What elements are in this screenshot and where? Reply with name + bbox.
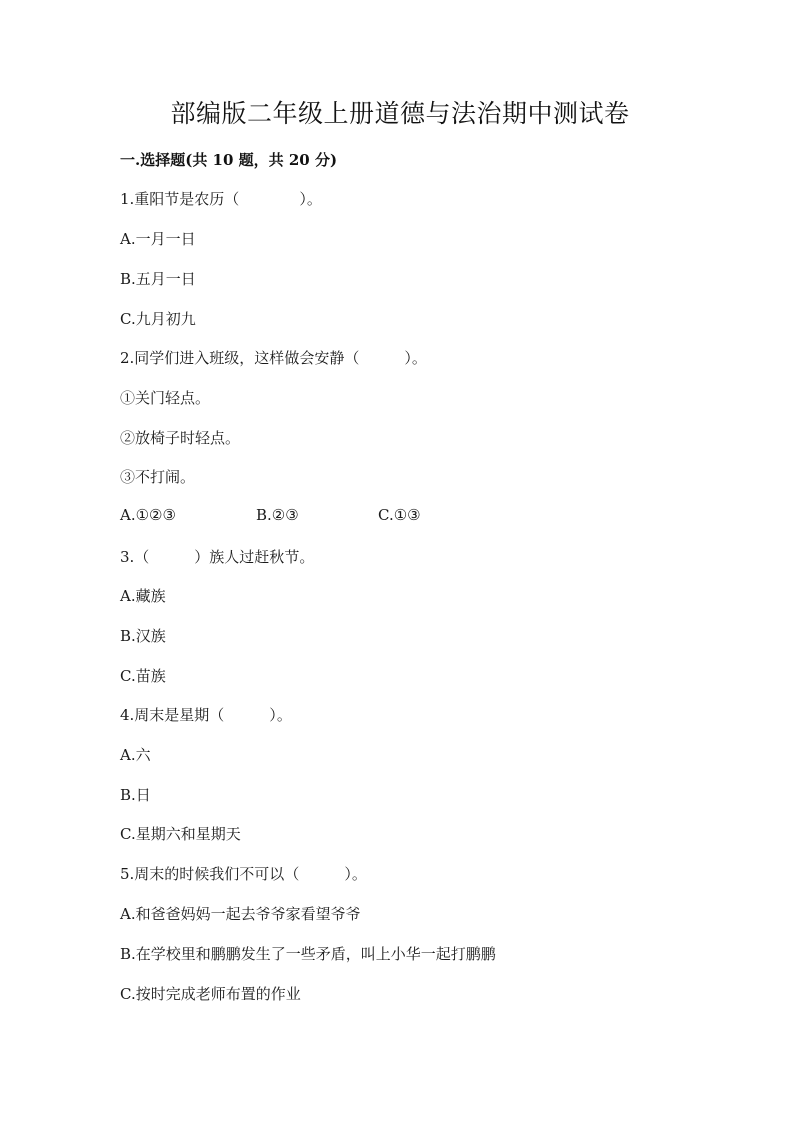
question-2-option-c: C.①③ xyxy=(378,506,421,524)
page-title: 部编版二年级上册道德与法治期中测试卷 xyxy=(170,99,630,128)
question-4-stem: 4.周末是星期（ ）。 xyxy=(120,706,292,724)
question-5-option-b: B.在学校里和鹏鹏发生了一些矛盾，叫上小华一起打鹏鹏 xyxy=(120,945,496,963)
question-2-option-a: A.①②③ xyxy=(120,506,176,524)
question-1-option-c: C.九月初九 xyxy=(120,310,196,328)
section-heading: 一.选择题(共 10 题，共 20 分) xyxy=(120,151,338,169)
question-3-option-a: A.藏族 xyxy=(120,587,166,605)
question-1-option-b: B.五月一日 xyxy=(120,270,196,288)
question-2-option-b: B.②③ xyxy=(256,506,299,524)
question-2-statement-3: ③不打闹。 xyxy=(120,468,196,486)
question-1-stem: 1.重阳节是农历（ ）。 xyxy=(120,190,322,208)
question-5-stem: 5.周末的时候我们不可以（ ）。 xyxy=(120,865,367,883)
question-2-statement-2: ②放椅子时轻点。 xyxy=(120,429,241,447)
question-1-option-a: A.一月一日 xyxy=(120,230,196,248)
question-3-stem: 3.（ ）族人过赶秋节。 xyxy=(120,548,315,566)
question-3-option-b: B.汉族 xyxy=(120,627,166,645)
question-4-option-a: A.六 xyxy=(120,746,151,764)
question-4-option-c: C.星期六和星期天 xyxy=(120,825,241,843)
question-2-stem: 2.同学们进入班级，这样做会安静（ ）。 xyxy=(120,349,427,367)
question-5-option-c: C.按时完成老师布置的作业 xyxy=(120,985,301,1003)
question-3-option-c: C.苗族 xyxy=(120,667,166,685)
question-2-statement-1: ①关门轻点。 xyxy=(120,389,211,407)
question-4-option-b: B.日 xyxy=(120,786,151,804)
question-5-option-a: A.和爸爸妈妈一起去爷爷家看望爷爷 xyxy=(120,905,361,923)
